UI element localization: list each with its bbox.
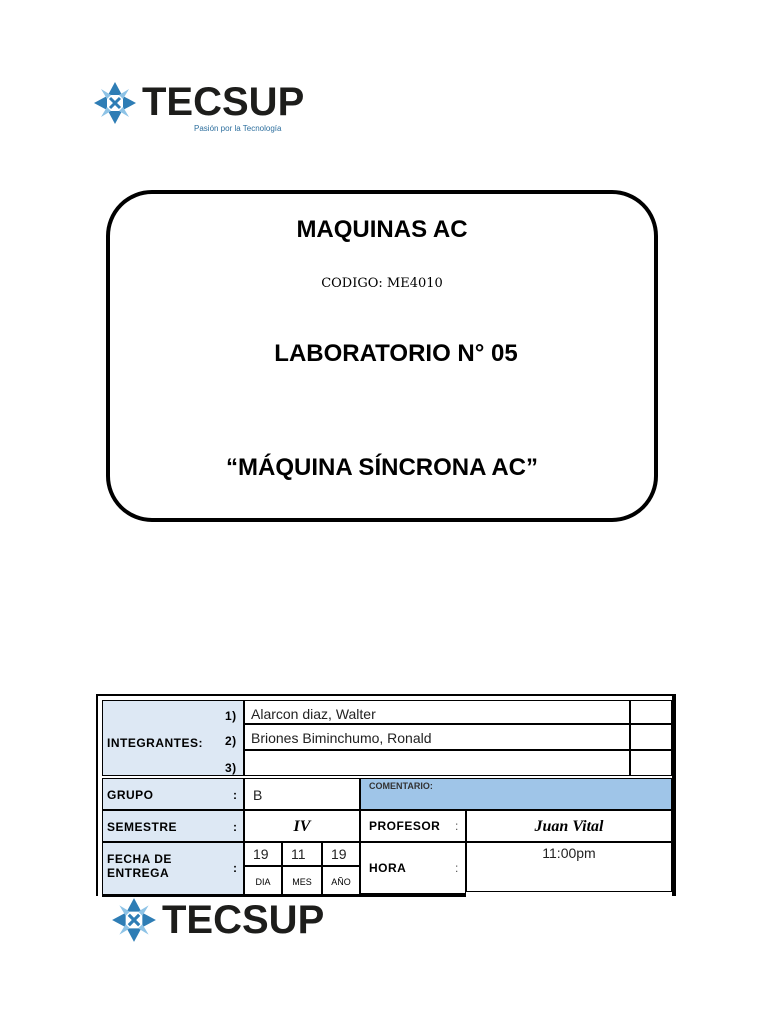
member-2-name: Briones Biminchumo, Ronald: [244, 724, 630, 750]
course-title: MAQUINAS AC: [296, 216, 468, 243]
tecsup-star-icon: [110, 896, 158, 949]
lab-title: LABORATORIO N° 05: [274, 340, 518, 367]
semestre-label-cell: [102, 810, 244, 842]
grupo-label-cell: [102, 778, 244, 810]
fecha-mes-value: 11: [282, 842, 322, 866]
hora-label: HORA: [369, 861, 407, 875]
tecsup-tagline: Pasión por la Tecnología: [194, 124, 282, 133]
member-1-number: 1): [225, 709, 237, 723]
semestre-value: IV: [244, 810, 360, 842]
grupo-value: B: [244, 778, 360, 810]
member-2-number: 2): [225, 734, 237, 748]
tecsup-logo-bottom: [110, 896, 324, 949]
tecsup-logo-text: TECSUP: [162, 898, 325, 942]
fecha-dia-value: 19: [244, 842, 282, 866]
course-code: [110, 276, 654, 291]
mes-label: MES: [282, 866, 322, 896]
tecsup-star-icon: [92, 80, 138, 131]
integrantes-label: INTEGRANTES:: [107, 736, 203, 750]
experiment-title: “MÁQUINA SÍNCRONA AC”: [226, 454, 538, 481]
info-table: [96, 694, 676, 896]
member-3-number: 3): [225, 761, 237, 775]
dia-label: DIA: [244, 866, 282, 896]
hora-label-cell: [360, 842, 466, 896]
profesor-label-cell: [360, 810, 466, 842]
grupo-label: GRUPO: [107, 788, 154, 802]
fecha-anio-value: 19: [322, 842, 360, 866]
anio-label: AÑO: [322, 866, 360, 896]
member-3-name: [244, 750, 630, 776]
comentario-cell: [360, 778, 672, 810]
tecsup-logo-top: [92, 80, 304, 131]
profesor-label: PROFESOR: [369, 819, 441, 833]
semestre-label: SEMESTRE: [107, 820, 178, 834]
profesor-value: Juan Vital: [466, 810, 672, 842]
member-2-extra: [630, 724, 672, 750]
course-code-label: CODIGO:: [321, 276, 383, 291]
fecha-colon: :: [233, 861, 238, 875]
integrantes-block: [102, 700, 244, 776]
comentario-label: COMENTARIO:: [369, 781, 433, 791]
member-1-extra: [630, 700, 672, 724]
member-1-name: Alarcon diaz, Walter: [244, 700, 630, 724]
semestre-colon: :: [233, 820, 238, 834]
hora-colon: :: [455, 861, 459, 875]
tecsup-logo-text: TECSUP: [142, 80, 305, 124]
course-code-value: ME4010: [386, 276, 443, 291]
fecha-label-cell: [102, 842, 244, 896]
fecha-label: FECHA DE ENTREGA: [107, 852, 172, 880]
hora-value: 11:00pm: [466, 842, 672, 892]
member-3-extra: [630, 750, 672, 776]
profesor-colon: :: [455, 819, 459, 833]
cover-title-box: [106, 190, 658, 522]
grupo-colon: :: [233, 788, 238, 802]
